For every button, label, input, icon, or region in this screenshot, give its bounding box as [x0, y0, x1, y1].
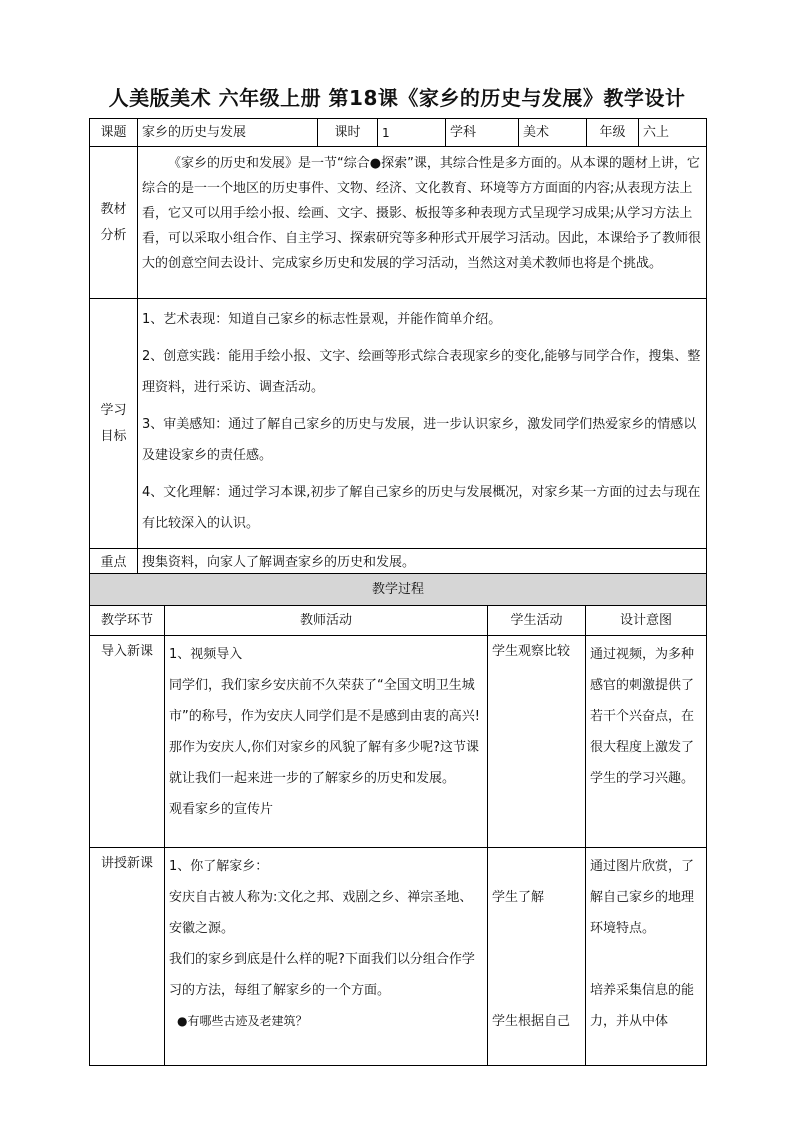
xueke-value: 美术	[519, 119, 587, 147]
student-line: 学生了解	[492, 890, 545, 905]
zhongdian-text: 搜集资料，向家人了解调查家乡的历史和发展。	[138, 549, 707, 577]
stage-new-lesson: 讲授新课	[90, 848, 165, 1066]
teacher-line: 我们的家乡到底是什么样的呢?下面我们以分组合作学习的方法，每组了解家乡的一个方面。	[169, 952, 475, 998]
stage-intro: 导入新课	[90, 636, 165, 848]
process-title: 教学过程	[90, 574, 707, 606]
jiaocai-label-line1: 教材	[100, 201, 127, 217]
zhongdian-label: 重点	[90, 549, 138, 577]
col-header-intent: 设计意图	[586, 606, 707, 636]
teacher-line: ●有哪些古迹及老建筑？	[177, 1014, 308, 1028]
intent-new	[586, 848, 707, 1066]
nianji-label: 年级	[587, 119, 639, 147]
keti-label: 课题	[90, 119, 138, 147]
teacher-line: 同学们，我们家乡安庆前不久荣获了“全国文明卫生城市”的称号，作为安庆人同学们是不是感到由衷的高兴!那作为安庆人,你们对家乡的风貌了解有多少呢?这节课就让我们一起来进一步的了解家乡的历史和发展。	[169, 678, 480, 786]
jiaocai-cell	[138, 147, 707, 299]
mubiao-label-line2: 目标	[100, 428, 127, 444]
teacher-line: 1、你了解家乡：	[169, 859, 269, 874]
keti-value: 家乡的历史与发展	[138, 119, 318, 147]
goal-item: 1、艺术表现：知道自己家乡的标志性景观，并能作简单介绍。	[142, 312, 502, 327]
lesson-info-table	[89, 118, 707, 605]
mubiao-cell	[138, 299, 707, 549]
intent-intro: 通过视频，为多种感官的刺激提供了若干个兴奋点，在很大程度上激发了学生的学习兴趣。	[586, 636, 707, 848]
xueke-label: 学科	[446, 119, 519, 147]
keshi-label: 课时	[318, 119, 378, 147]
student-line: 学生根据自己	[492, 1014, 571, 1029]
teacher-activity-new	[165, 848, 488, 1066]
student-activity-new	[488, 848, 586, 1066]
col-header-stage: 教学环节	[90, 606, 165, 636]
teaching-process-table	[89, 573, 707, 1066]
teacher-line: 1、视频导入	[169, 647, 243, 662]
student-activity-intro: 学生观察比较	[488, 636, 586, 848]
jiaocai-label-line2: 分析	[100, 227, 127, 243]
mubiao-label	[90, 299, 138, 549]
intent-line: 培养采集信息的能力，并从中体	[590, 983, 695, 1029]
document-title: 人美版美术 六年级上册 第18课《家乡的历史与发展》教学设计	[108, 86, 686, 110]
jiaocai-label	[90, 147, 138, 299]
teacher-line: 观看家乡的宣传片	[169, 802, 274, 817]
intent-line: 通过图片欣赏，了解自己家乡的地理环境特点。	[590, 859, 695, 936]
nianji-value: 六上	[639, 119, 707, 147]
col-header-student: 学生活动	[488, 606, 586, 636]
col-header-teacher: 教师活动	[165, 606, 488, 636]
goal-item: 2、创意实践：能用手绘小报、文字、绘画等形式综合表现家乡的变化,能够与同学合作，搜集、整理资料，进行采访、调查活动。	[142, 349, 701, 395]
goal-item: 4、文化理解：通过学习本课,初步了解自己家乡的历史与发展概况，对家乡某一方面的过去与现在有比较深入的认识。	[142, 485, 701, 531]
teacher-activity-intro	[165, 636, 488, 848]
mubiao-label-line1: 学习	[100, 402, 127, 418]
keshi-value: 1	[378, 119, 446, 147]
goal-item: 3、审美感知：通过了解自己家乡的历史与发展，进一步认识家乡，激发同学们热爱家乡的情感以及建设家乡的责任感。	[142, 417, 697, 463]
teacher-line: 安庆自古被人称为:文化之邦、戏剧之乡、禅宗圣地、安徽之源。	[169, 890, 473, 936]
jiaocai-text: 《家乡的历史和发展》是一节“综合●探索”课，其综合性是多方面的。从本课的题材上讲，它综合的是一一个地区的历史事件、文物、经济、文化教育、环境等方方面面的内容;从表现方法上看，它又可以用手绘小报、绘画、文字、摄影、板报等多种表现方式呈现学习成果;从学习方法上看，可以采取小组合作、自主学习、探索研究等多种形式开展学习活动。因此，本课给予了教师很大的创意空间去设计、完成家乡历史和发展的学习活动，当然这对美术教师也将是个挑战。	[142, 156, 702, 271]
